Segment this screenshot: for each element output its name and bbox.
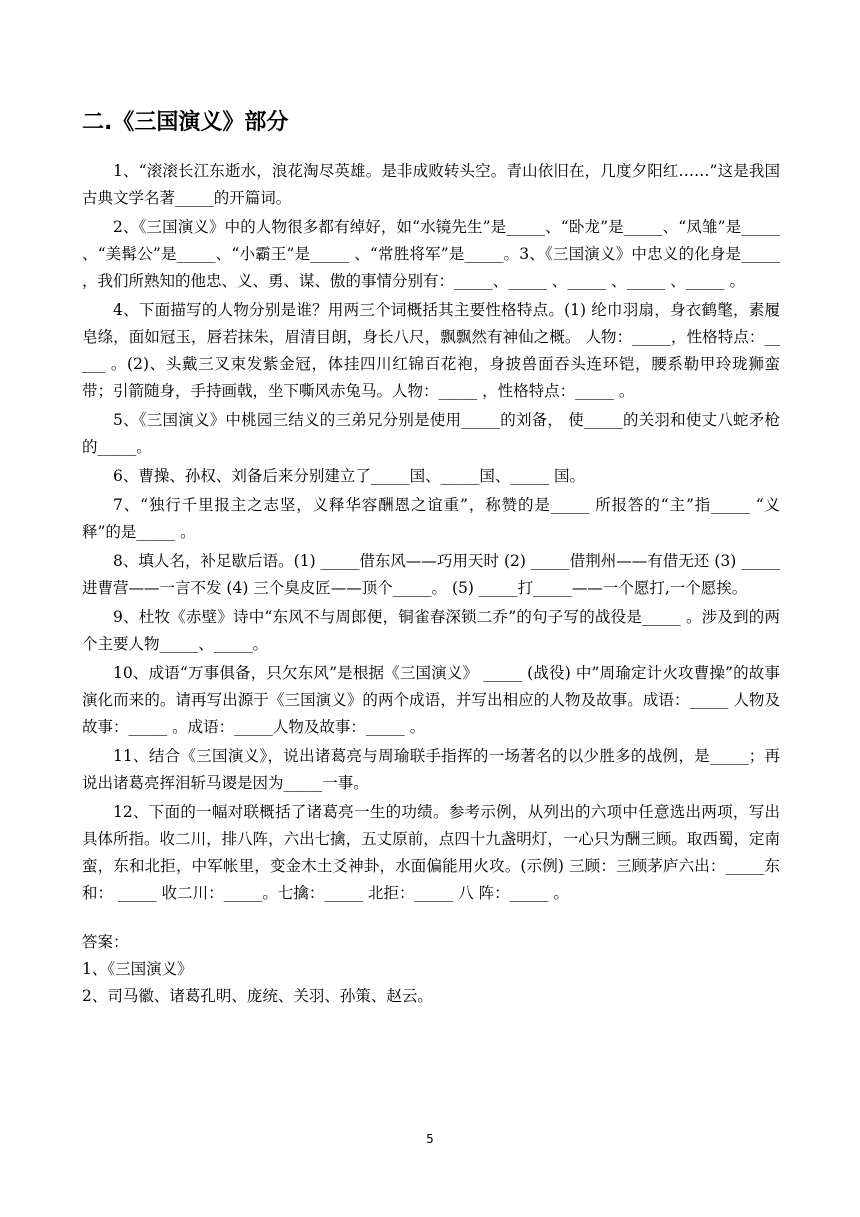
- question-1: 1、“滚滚长江东逝水，浪花淘尽英雄。是非成败转头空。青山依旧在，几度夕阳红……”这是我国古典文学名著_____的开篇词。: [82, 162, 780, 207]
- question-11: 11、结合《三国演义》，说出诸葛亮与周瑜联手指挥的一场著名的以少胜多的战例，是_____；再说出诸葛亮挥泪斩马谡是因为_____一事。: [82, 747, 780, 792]
- question-10: 10、成语“万事俱备，只欠东风”是根据《三国演义》 _____ (战役) 中”周瑜定计火攻曹操”的故事演化而来的。请再写出源于《三国演义》的两个成语，并写出相应的人物及故事。成语：_____ 人物及故事：_____ 。成语：_____人物及故事：_____ 。: [82, 664, 780, 736]
- page-number: 5: [426, 1132, 434, 1146]
- page-content: [82, 108, 780, 1010]
- answer-item-2: 2、司马徽、诸葛孔明、庞统、关羽、孙策、赵云。: [82, 987, 433, 1005]
- answers-label: 答案：: [82, 933, 129, 951]
- question-12: 12、下面的一幅对联概括了诸葛亮一生的功绩。参考示例，从列出的六项中任意选出两项，写出具体所指。收二川，排八阵，六出七擒，五丈原前，点四十九盏明灯，一心只为酬三顾。取西蜀，定南蛮，东和北拒，中军帐里，变金木土爻神卦，水面偏能用火攻。(示例) 三顾：三顾茅庐六出：_____东和： _____ 收二川：_____。七擒：_____ 北拒：_____ 八 阵：_____ 。: [82, 803, 780, 902]
- section-title: 二.《三国演义》部分: [82, 110, 289, 135]
- question-4: 4、下面描写的人物分别是谁？用两三个词概括其主要性格特点。(1) 纶巾羽扇，身衣鹤氅，素履皂绦，面如冠玉，唇若抹朱，眉清目朗，身长八尺，飘飘然有神仙之概。 人物：_____，性格特点：_____ 。(2)、头戴三叉束发紫金冠，体挂四川红锦百花袍，身披兽面吞头连环铠，腰系勒甲玲珑狮蛮带；引箭随身，手持画戟，坐下嘶风赤兔马。人物：_____ ，性格特点：_____ 。: [82, 301, 780, 400]
- question-6: 6、曹操、孙权、刘备后来分别建立了_____国、_____国、_____ 国。: [113, 467, 586, 485]
- question-7: 7、“独行千里报主之志坚，义释华容酬恩之谊重”，称赞的是_____ 所报答的“主”指_____ “义释”的是_____ 。: [82, 496, 780, 541]
- question-9: 9、杜牧《赤壁》诗中“东风不与周郎便，铜雀春深锁二乔”的句子写的战役是_____ 。涉及到的两个主要人物_____、_____。: [82, 608, 780, 653]
- questions-list: [82, 158, 780, 907]
- answer-item-1: 1、《三国演义》: [82, 960, 193, 978]
- question-8: 8、填人名，补足歇后语。(1) _____借东风——巧用天时 (2) _____借荆州——有借无还 (3) _____进曹营——一言不发 (4) 三个臭皮匠——顶个_____。 (5) _____打_____——一个愿打,一个愿挨。: [82, 552, 780, 597]
- question-2: 2、《三国演义》中的人物很多都有绰好，如“水镜先生”是_____、“卧龙”是_____、“凤雏”是_____ 、“美髯公”是_____、“小霸王”是_____ 、“常胜将军”是_____。3、《三国演义》中忠义的化身是_____ ，我们所熟知的他忠、义、勇、谋、傲的事情分别有：_____、_____ 、_____ 、_____ 、_____ 。: [82, 218, 780, 290]
- question-5: 5、《三国演义》中桃园三结义的三弟兄分别是使用_____的刘备， 使_____的关羽和使丈八蛇矛枪的_____。: [82, 411, 780, 456]
